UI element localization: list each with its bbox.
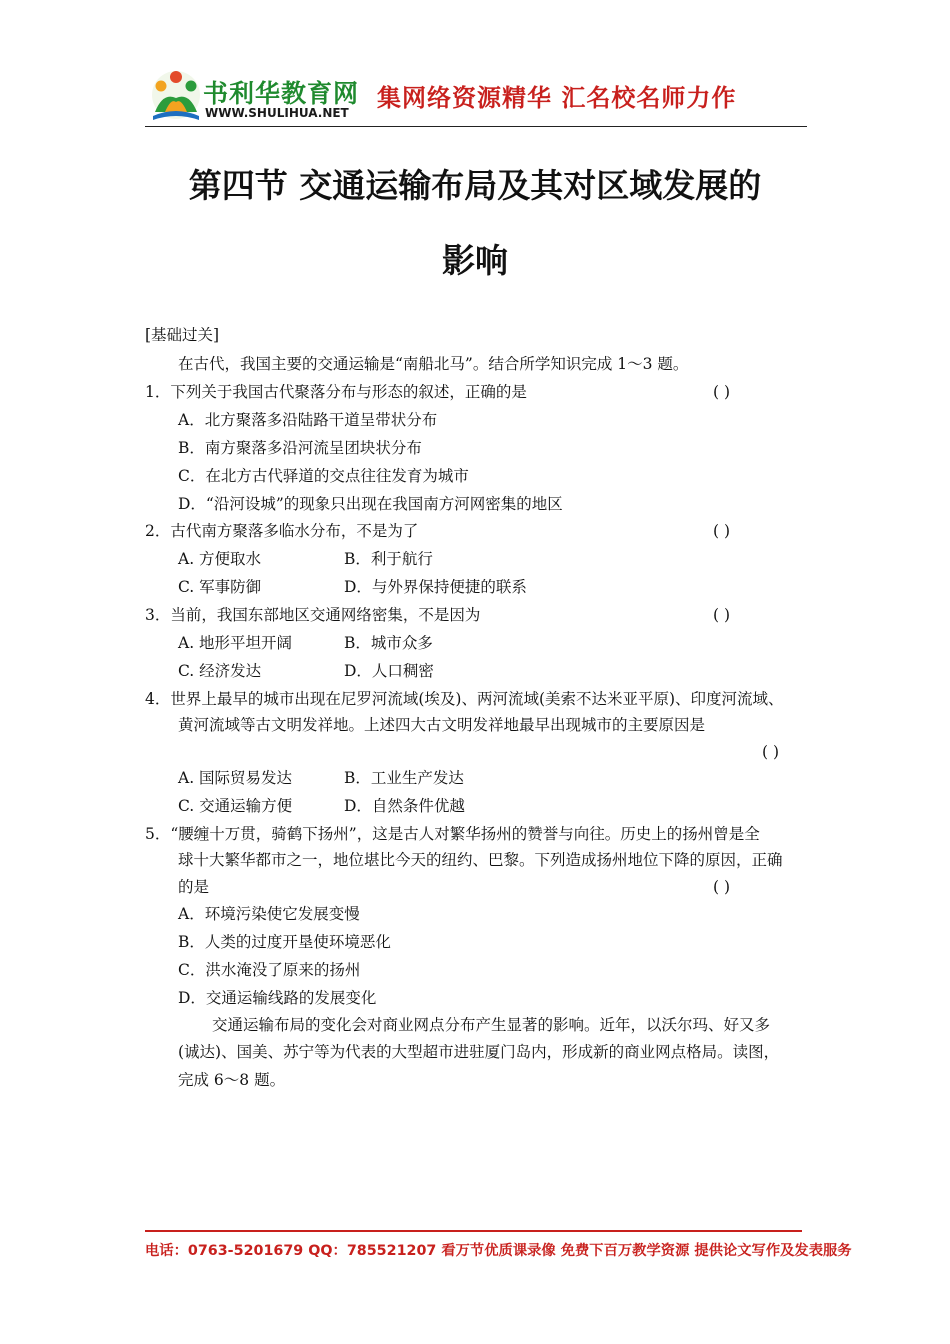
question-4-option-b: B．工业生产发达 [344, 769, 464, 787]
question-1-option-d: D．“沿河设城”的现象只出现在我国南方河网密集的地区 [178, 495, 563, 513]
question-3-answer-blank[interactable]: ( ) [713, 606, 731, 624]
site-header [145, 64, 807, 128]
question-4-stem-line2: 黄河流域等古文明发祥地。上述四大古文明发祥地最早出现城市的主要原因是 [178, 716, 706, 734]
footer-contact: 电话：0763-5201679 QQ：785521207 看万节优质课录像 免费下百万教学资源 提供论文写作及发表服务 [145, 1243, 852, 1259]
question-4-option-c: C. 交通运输方便 [178, 797, 293, 815]
intro-q6-8-line2: (诚达)、国美、苏宁等为代表的大型超市进驻厦门岛内，形成新的商业网点格局。读图， [178, 1043, 780, 1061]
question-2-option-d: D．与外界保持便捷的联系 [344, 578, 527, 596]
site-url: WWW.SHULIHUA.NET [205, 106, 349, 120]
question-3-stem: 3．当前，我国东部地区交通网络密集，不是因为 [145, 606, 481, 624]
question-5-stem-line1: 5．“腰缠十万贯，骑鹤下扬州”，这是古人对繁华扬州的赞誉与向往。历史上的扬州曾是全 [145, 825, 760, 843]
question-5-stem-line2: 球十大繁华都市之一，地位堪比今天的纽约、巴黎。下列造成扬州地位下降的原因，正确 [178, 851, 783, 869]
question-2-option-c: C. 军事防御 [178, 578, 262, 596]
question-1-option-a: A．北方聚落多沿陆路干道呈带状分布 [178, 411, 438, 429]
question-4-stem-line1: 4．世界上最早的城市出现在尼罗河流域(埃及)、两河流域(美索不达米亚平原)、印度河流域、 [145, 690, 784, 708]
intro-q6-8-line1: 交通运输布局的变化会对商业网点分布产生显著的影响。近年，以沃尔玛、好又多 [212, 1016, 771, 1034]
page-title-line1: 第四节 交通运输布局及其对区域发展的 [188, 166, 762, 205]
site-name: 书利华教育网 [203, 79, 360, 108]
question-4-answer-blank[interactable]: ( ) [762, 743, 780, 761]
question-5-option-a: A．环境污染使它发展变慢 [178, 905, 360, 923]
question-3-option-b: B．城市众多 [344, 634, 433, 652]
header-slogan: 集网络资源精华 汇名校名师力作 [377, 84, 737, 112]
page-title-line2: 影响 [442, 241, 508, 280]
question-4-option-d: D．自然条件优越 [344, 797, 465, 815]
question-1-stem: 1．下列关于我国古代聚落分布与形态的叙述，正确的是 [145, 383, 527, 401]
intro-q6-8-line3: 完成 6～8 题。 [178, 1071, 286, 1089]
question-5-stem-line3: 的是 [178, 878, 210, 896]
question-2-stem: 2．古代南方聚落多临水分布，不是为了 [145, 522, 419, 540]
question-2-option-a: A. 方便取水 [178, 550, 262, 568]
question-2-answer-blank[interactable]: ( ) [713, 522, 731, 540]
question-4-option-a: A. 国际贸易发达 [178, 769, 293, 787]
site-logo-icon [151, 68, 201, 124]
question-3-option-c: C. 经济发达 [178, 662, 262, 680]
question-1-option-b: B．南方聚落多沿河流呈团块状分布 [178, 439, 422, 457]
section-label: [基础过关] [145, 326, 220, 344]
question-5-option-b: B．人类的过度开垦使环境恶化 [178, 933, 391, 951]
question-5-option-c: C．洪水淹没了原来的扬州 [178, 961, 361, 979]
question-3-option-d: D．人口稠密 [344, 662, 434, 680]
question-5-option-d: D．交通运输线路的发展变化 [178, 989, 377, 1007]
question-5-answer-blank[interactable]: ( ) [713, 878, 731, 896]
question-2-option-b: B．利于航行 [344, 550, 433, 568]
header-divider [145, 126, 807, 127]
intro-q1-3: 在古代，我国主要的交通运输是“南船北马”。结合所学知识完成 1～3 题。 [178, 355, 689, 373]
question-1-option-c: C．在北方古代驿道的交点往往发育为城市 [178, 467, 469, 485]
question-1-answer-blank[interactable]: ( ) [713, 383, 731, 401]
question-3-option-a: A. 地形平坦开阔 [178, 634, 293, 652]
footer-divider [145, 1230, 802, 1232]
